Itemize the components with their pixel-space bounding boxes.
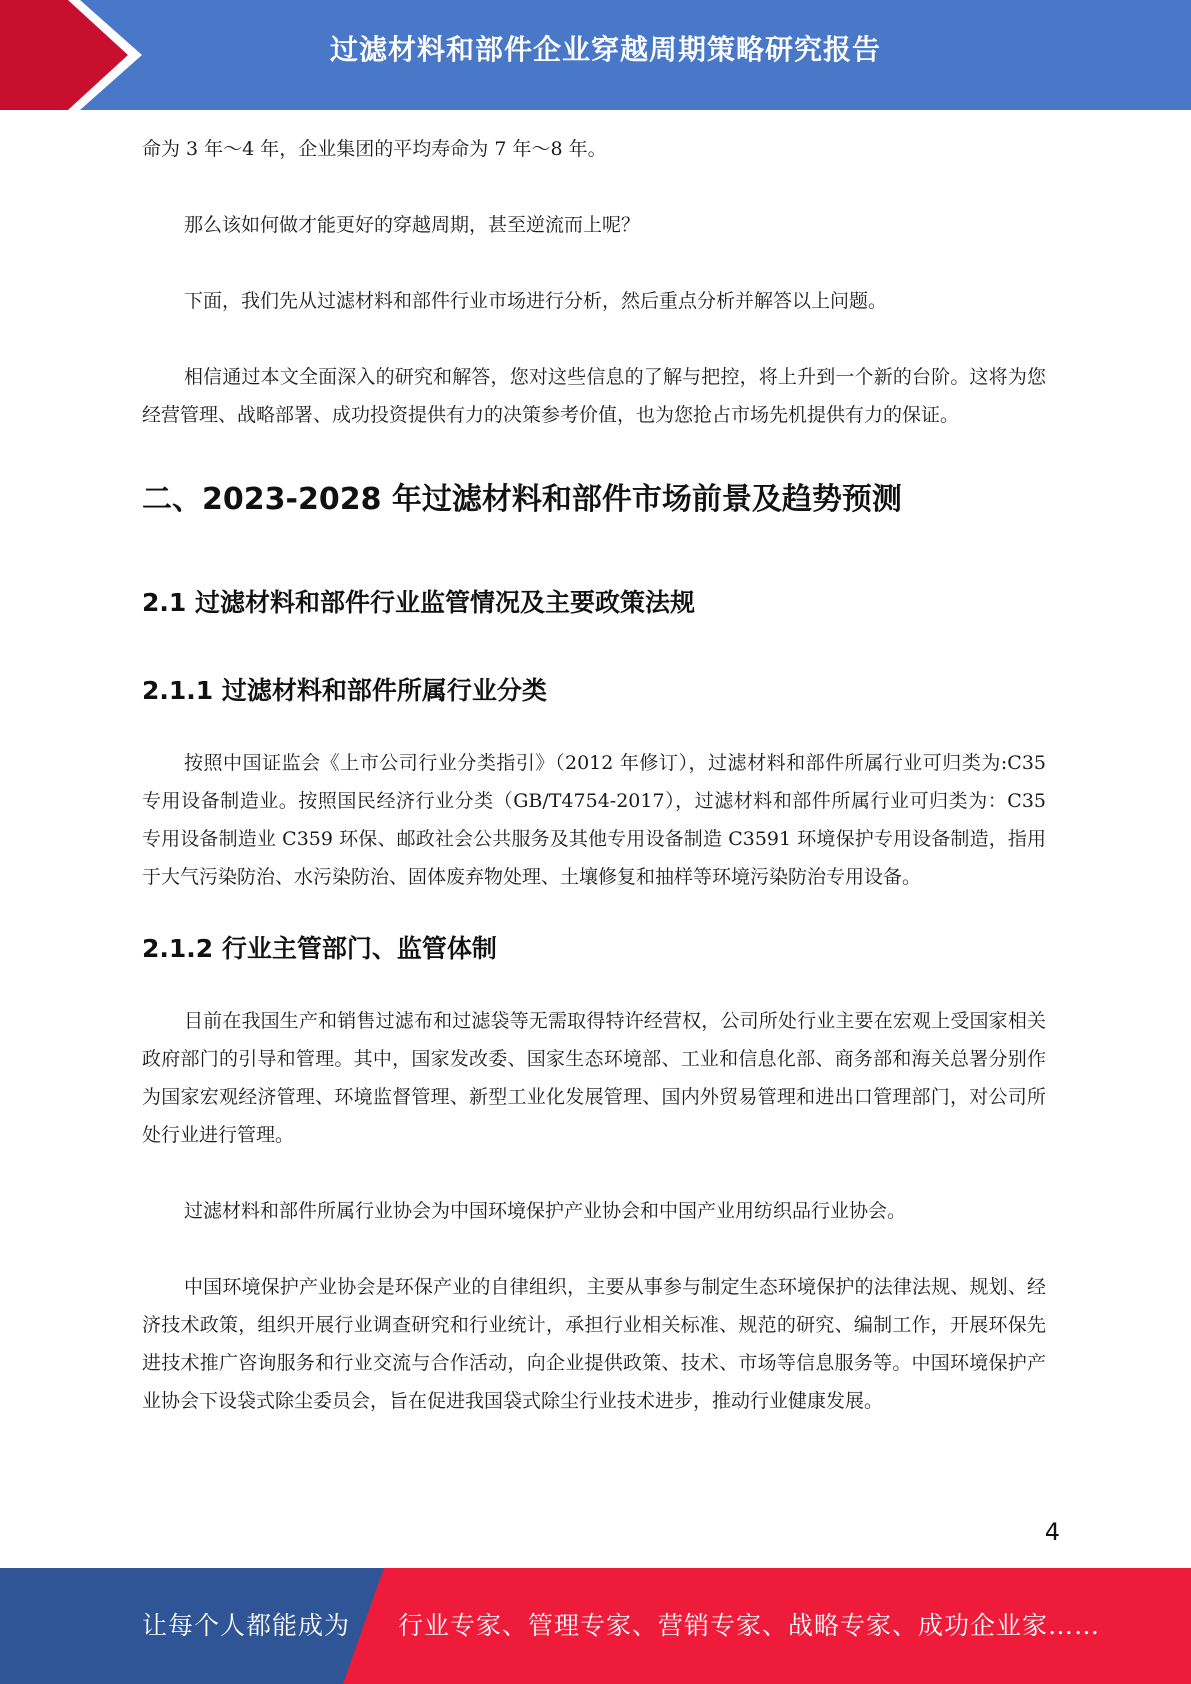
paragraph-question: 那么该如何做才能更好的穿越周期，甚至逆流而上呢？ [184, 214, 641, 236]
report-title: 过滤材料和部件企业穿越周期策略研究报告 [329, 33, 881, 66]
footer-slogan-right: 行业专家、管理专家、营销专家、战略专家、成功企业家…… [398, 1611, 1101, 1640]
paragraph-classification: 按照中国证监会《上市公司行业分类指引》（2012 年修订），过滤材料和部件所属行业可归类为:C35 专用设备制造业。按照国民经济行业分类（GB/T4754-2017），过滤材料和部件所属行业可归类为：C35 专用设备制造业 C359 环保、邮政社会公共服务及其他专用设备制造 C3591 环境保护专用设备制造，指用于大气污染防治、水污染防治、固体废弃物处理、土壤修复和抽样等环境污染防治专用设备。 [142, 752, 1046, 888]
section-2-1-heading: 2.1 过滤材料和部件行业监管情况及主要政策法规 [142, 588, 695, 617]
paragraph-next: 下面，我们先从过滤材料和部件行业市场进行分析，然后重点分析并解答以上问题。 [184, 290, 888, 312]
main-content [142, 130, 1046, 1420]
paragraph-association: 过滤材料和部件所属行业协会为中国环境保护产业协会和中国产业用纺织品行业协会。 [184, 1200, 907, 1222]
section-2-1-1-heading: 2.1.1 过滤材料和部件所属行业分类 [142, 676, 547, 705]
footer-slogan-left: 让每个人都能成为 [142, 1611, 351, 1640]
page-number: 4 [1044, 1518, 1060, 1546]
section-2-heading: 二、2023-2028 年过滤材料和部件市场前景及趋势预测 [142, 482, 902, 517]
paragraph-believe: 相信通过本文全面深入的研究和解答，您对这些信息的了解与把控，将上升到一个新的台阶。这将为您经营管理、战略部署、成功投资提供有力的决策参考价值，也为您抢占市场先机提供有力的保证。 [142, 366, 1046, 426]
footer-banner [0, 1568, 1191, 1684]
paragraph-caepi: 中国环境保护产业协会是环保产业的自律组织，主要从事参与制定生态环境保护的法律法规、规划、经济技术政策，组织开展行业调查研究和行业统计，承担行业相关标准、规范的研究、编制工作，开展环保先进技术推广咨询服务和行业交流与合作活动，向企业提供政策、技术、市场等信息服务等。中国环境保护产业协会下设袋式除尘委员会，旨在促进我国袋式除尘行业技术进步，推动行业健康发展。 [142, 1276, 1046, 1412]
paragraph-lifespan: 命为 3 年～4 年，企业集团的平均寿命为 7 年～8 年。 [142, 138, 607, 160]
paragraph-regulation: 目前在我国生产和销售过滤布和过滤袋等无需取得特许经营权，公司所处行业主要在宏观上受国家相关政府部门的引导和管理。其中，国家发改委、国家生态环境部、工业和信息化部、商务部和海关总署分别作为国家宏观经济管理、环境监督管理、新型工业化发展管理、国内外贸易管理和进出口管理部门，对公司所处行业进行管理。 [142, 1010, 1046, 1146]
header-banner [0, 0, 1191, 110]
section-2-1-2-heading: 2.1.2 行业主管部门、监管体制 [142, 934, 497, 963]
